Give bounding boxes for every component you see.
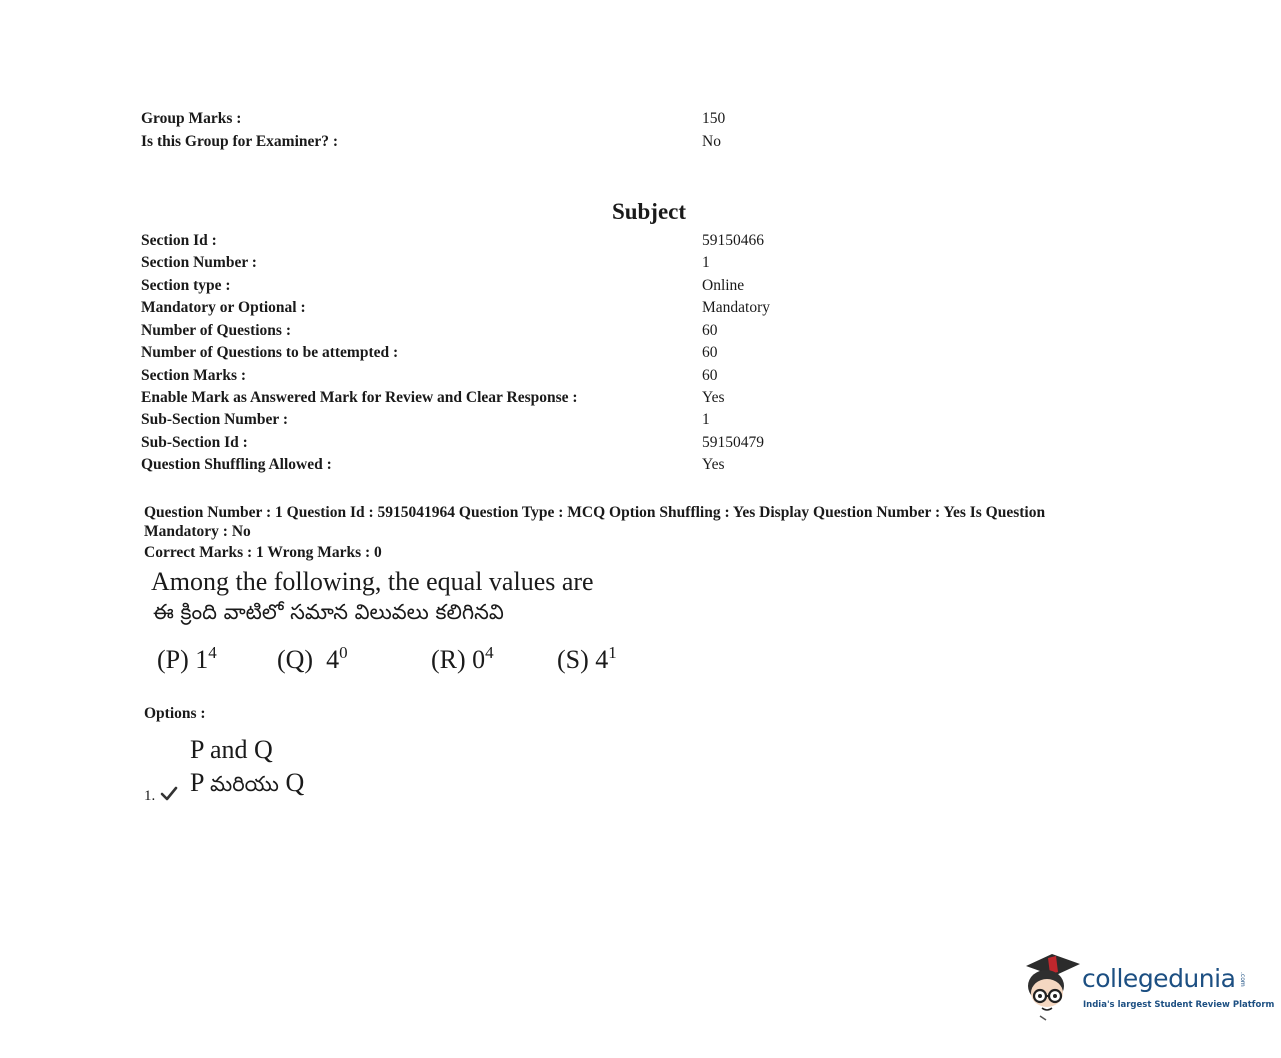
field-label: Section Number : (141, 254, 257, 271)
mark-for-review-row (141, 387, 941, 409)
term-exponent: 1 (608, 643, 617, 662)
number-of-questions-row (141, 320, 941, 342)
term-exponent: 0 (339, 643, 348, 662)
field-label: Number of Questions to be attempted : (141, 344, 399, 361)
option-1-text-english: P and Q (190, 735, 273, 764)
field-label: Mandatory or Optional : (141, 299, 306, 316)
field-value: 59150466 (702, 232, 764, 249)
subject-heading: Subject (611, 199, 687, 224)
sub-section-number-row (141, 409, 941, 431)
question-text-telugu: ఈ క్రింది వాటిలో సమాన విలువలు కలిగినవి (153, 600, 504, 624)
section-marks-row (141, 365, 941, 387)
section-id-row (141, 230, 941, 252)
logo-tagline: India's largest Student Review Platform (1083, 1000, 1275, 1010)
term-q (277, 643, 348, 675)
field-value: 1 (702, 254, 710, 271)
question-shuffling-row (141, 454, 941, 476)
group-examiner-value: No (702, 133, 721, 150)
field-value: Online (702, 277, 745, 294)
sub-section-id-row (141, 432, 941, 454)
field-label: Section Marks : (141, 367, 247, 384)
field-label: Sub-Section Id : (141, 434, 248, 451)
logo-wordmark: collegedunia (1082, 964, 1236, 993)
term-r (431, 643, 494, 675)
option-1-text-telugu (190, 768, 304, 802)
group-examiner-row (141, 131, 941, 153)
field-value: 60 (702, 367, 718, 384)
question-meta: Question Number : 1 Question Id : 5915041964 Question Type : MCQ Option Shuffling : Yes Display Question Number : Yes Is Question Mandatory : No (144, 504, 1046, 540)
field-label: Number of Questions : (141, 322, 291, 339)
section-type-row (141, 275, 941, 297)
field-value: Mandatory (702, 299, 771, 316)
option-1-te-suffix: Q (285, 768, 305, 797)
group-marks-row (141, 108, 941, 130)
term-base: (R) 0 (431, 645, 486, 674)
field-label: Section type : (141, 277, 231, 294)
term-base: (S) 4 (557, 645, 609, 674)
group-examiner-label: Is this Group for Examiner? : (141, 133, 339, 150)
field-label: Enable Mark as Answered Mark for Review and Clear Response : (141, 389, 578, 406)
collegedunia-logo (1022, 950, 1275, 1022)
field-value: 59150479 (702, 434, 764, 451)
term-exponent: 4 (208, 643, 217, 662)
field-value: 60 (702, 344, 718, 361)
field-label: Section Id : (141, 232, 217, 249)
term-p (157, 643, 217, 675)
mandatory-optional-row (141, 297, 941, 319)
checkmark-icon (160, 786, 178, 802)
options-label: Options : (144, 705, 206, 722)
group-marks-label: Group Marks : (141, 110, 242, 127)
field-value: 60 (702, 322, 718, 339)
logo-domain-suffix: .com (1239, 972, 1246, 987)
question-marks: Correct Marks : 1 Wrong Marks : 0 (144, 544, 382, 561)
option-1-te-word: మరియు (210, 772, 279, 796)
term-base: (Q) 4 (277, 645, 340, 674)
term-exponent: 4 (485, 643, 494, 662)
option-1-te-prefix: P (190, 768, 204, 797)
section-number-row (141, 252, 941, 274)
field-label: Sub-Section Number : (141, 411, 288, 428)
question-text-english: Among the following, the equal values are (151, 567, 594, 596)
term-s (557, 643, 617, 675)
field-value: 1 (702, 411, 710, 428)
option-1-number: 1. (144, 788, 156, 804)
field-value: Yes (702, 456, 725, 473)
field-label: Question Shuffling Allowed : (141, 456, 332, 473)
questions-attempted-row (141, 342, 941, 364)
graduate-mascot-icon (1022, 950, 1082, 1022)
term-base: (P) 1 (157, 645, 209, 674)
group-marks-value: 150 (702, 110, 726, 127)
field-value: Yes (702, 389, 725, 406)
